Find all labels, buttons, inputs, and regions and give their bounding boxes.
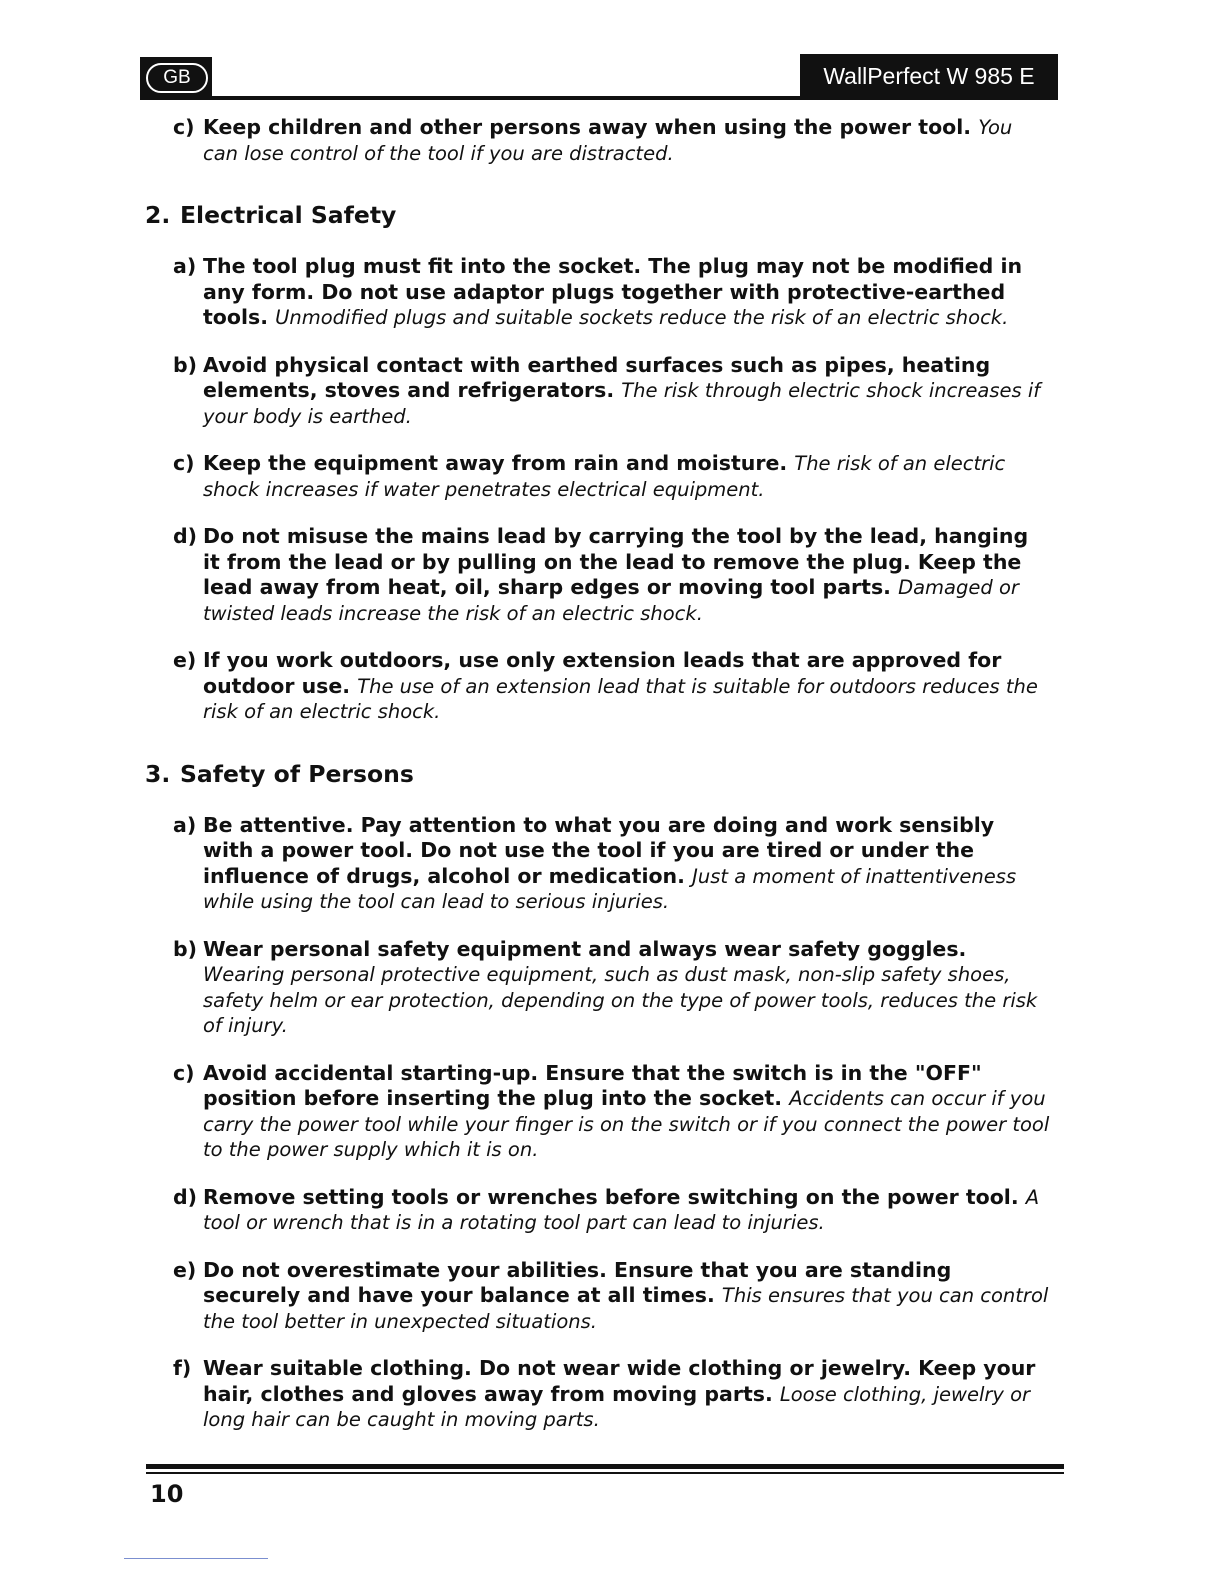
- section-number: 3.: [145, 759, 171, 788]
- item-marker: f): [173, 1356, 192, 1380]
- list-item: [145, 648, 1050, 725]
- item-marker: d): [173, 1184, 198, 1209]
- model-title: WallPerfect W 985 E: [800, 54, 1058, 98]
- item-explanation: The use of an extension lead that is suitable for outdoors reduces the risk of an electric shock.: [203, 674, 1038, 723]
- item-instruction: Remove setting tools or wrenches before switching on the power tool.: [203, 1184, 1026, 1209]
- item-marker: c): [173, 115, 195, 139]
- footer-rule-thin: [146, 1472, 1064, 1474]
- item-instruction: Avoid accidental starting-up. Ensure that the switch is in the "OFF" position before inserting the plug into the socket.: [203, 1060, 982, 1110]
- footer-rule: [146, 1464, 1064, 1469]
- safety-content: [145, 115, 1070, 1433]
- section-number: 2.: [145, 201, 171, 229]
- country-code: GB: [146, 63, 208, 93]
- item-marker: d): [173, 524, 198, 548]
- section-heading-electrical: [145, 200, 1070, 230]
- country-badge: [140, 57, 212, 97]
- item-explanation: Wearing personal protective equipment, such as dust mask, non-slip safety shoes, safety helm or ear protection, depending on the type of power tools, reduces the risk of injury.: [203, 963, 1038, 1037]
- list-item: [145, 353, 1050, 430]
- item-marker: e): [173, 648, 197, 672]
- scan-artifact-line: [124, 1558, 268, 1559]
- item-instruction: Wear personal safety equipment and always wear safety goggles.: [203, 936, 967, 961]
- item-marker: c): [173, 1060, 195, 1085]
- item-marker: b): [173, 352, 198, 377]
- item-explanation: The risk through electric shock increases if your body is earthed.: [203, 379, 1041, 428]
- item-marker: e): [173, 1257, 197, 1282]
- list-item: [145, 524, 1050, 626]
- item-instruction: The tool plug must fit into the socket. The plug may not be modified in any form. Do not use adaptor plugs together with protective-earthed tools.: [203, 254, 1023, 329]
- item-explanation: Damaged or twisted leads increase the risk of an electric shock.: [203, 576, 1019, 625]
- item-explanation: A tool or wrench that is in a rotating tool part can lead to injuries.: [203, 1185, 1040, 1234]
- item-explanation: Accidents can occur if you carry the power tool while your finger is on the switch or if you connect the power tool to the power supply which it is on.: [203, 1087, 1050, 1161]
- item-marker: b): [173, 936, 198, 961]
- item-marker: a): [173, 254, 197, 278]
- item-instruction: Avoid physical contact with earthed surfaces such as pipes, heating elements, stoves and refrigerators.: [203, 352, 991, 402]
- list-item: [145, 254, 1050, 331]
- item-explanation: The risk of an electric shock increases if water penetrates electrical equipment.: [203, 452, 1006, 501]
- section-title: Safety of Persons: [180, 759, 414, 788]
- list-item: [145, 1258, 1050, 1335]
- item-explanation: Unmodified plugs and suitable sockets reduce the risk of an electric shock.: [275, 306, 1009, 329]
- list-item: [145, 115, 1050, 166]
- section-heading-persons: [145, 759, 1070, 789]
- list-item: [145, 813, 1050, 915]
- list-item: [145, 1185, 1050, 1236]
- list-item: [145, 1356, 1050, 1433]
- item-explanation: You can lose control of the tool if you are distracted.: [203, 116, 1013, 165]
- item-explanation: Loose clothing, jewelry or long hair can be caught in moving parts.: [203, 1382, 1031, 1431]
- item-instruction: Wear suitable clothing. Do not wear wide clothing or jewelry. Keep your hair, clothes and gloves away from moving parts.: [203, 1356, 1036, 1406]
- page-number: 10: [150, 1480, 184, 1508]
- item-instruction: Be attentive. Pay attention to what you are doing and work sensibly with a power tool. Do not use the tool if you are tired or under the influence of drugs, alcohol or medication.: [203, 812, 995, 888]
- item-instruction: Do not overestimate your abilities. Ensure that you are standing securely and have your balance at all times.: [203, 1257, 952, 1307]
- item-explanation: Just a moment of inattentiveness while using the tool can lead to serious injuries.: [203, 864, 1017, 913]
- list-item: [145, 1061, 1050, 1163]
- item-marker: c): [173, 451, 195, 475]
- item-explanation: This ensures that you can control the tool better in unexpected situations.: [203, 1284, 1049, 1333]
- item-instruction: Do not misuse the mains lead by carrying the tool by the lead, hanging it from the lead or by pulling on the lead to remove the plug. Keep the lead away from heat, oil, sharp edges or moving tool parts.: [203, 524, 1029, 599]
- item-marker: a): [173, 812, 197, 837]
- list-item: [145, 451, 1050, 502]
- item-instruction: Keep the equipment away from rain and moisture.: [203, 451, 795, 475]
- section-title: Electrical Safety: [180, 201, 397, 229]
- item-instruction: Keep children and other persons away when using the power tool.: [203, 115, 979, 139]
- item-instruction: If you work outdoors, use only extension leads that are approved for outdoor use.: [203, 648, 1002, 698]
- list-item: [145, 937, 1050, 1039]
